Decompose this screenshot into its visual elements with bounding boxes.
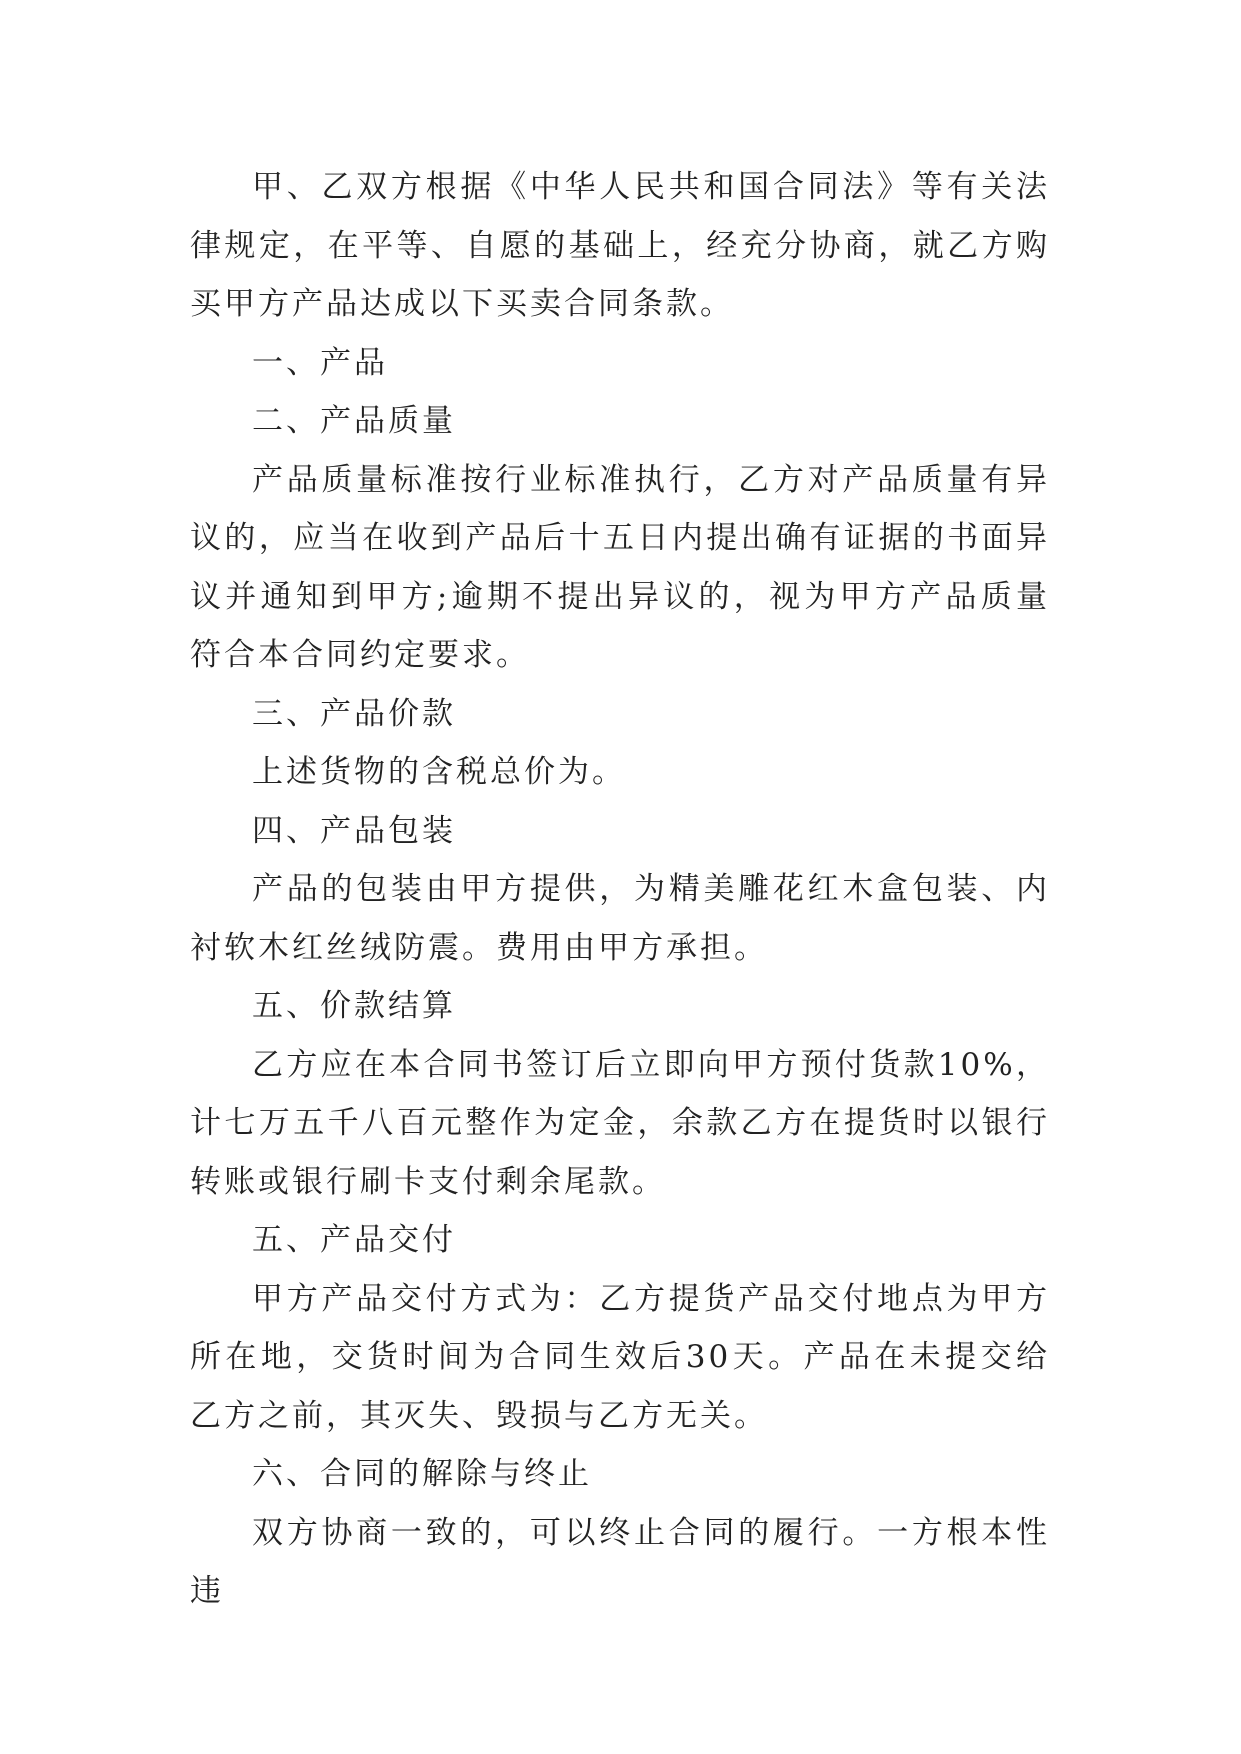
section-heading-delivery: 五、产品交付 (252, 1222, 456, 1258)
document-body (190, 158, 1050, 1621)
paragraph-quality: 产品质量标准按行业标准执行，乙方对产品质量有异议的，应当在收到产品后十五日内提出确有证据的书面异议并通知到甲方;逾期不提出异议的，视为甲方产品质量符合本合同约定要求。 (190, 461, 1050, 673)
paragraph-delivery: 甲方产品交付方式为：乙方提货产品交付地点为甲方所在地，交货时间为合同生效后30天。产品在未提交给乙方之前，其灭失、毁损与乙方无关。 (190, 1280, 1050, 1434)
paragraph-preamble: 甲、乙双方根据《中华人民共和国合同法》等有关法律规定，在平等、自愿的基础上，经充分协商，就乙方购买甲方产品达成以下买卖合同条款。 (190, 169, 1050, 322)
section-heading-packaging: 四、产品包装 (252, 812, 456, 849)
paragraph-termination: 双方协商一致的，可以终止合同的履行。一方根本性违 (190, 1514, 1050, 1609)
section-heading-termination: 六、合同的解除与终止 (252, 1456, 592, 1492)
section-heading-quality: 二、产品质量 (252, 403, 456, 439)
paragraph-settlement: 乙方应在本合同书签订后立即向甲方预付货款10%，计七万五千八百元整作为定金，余款乙方在提货时以银行转账或银行刷卡支付剩余尾款。 (190, 1046, 1050, 1200)
paragraph-packaging: 产品的包装由甲方提供，为精美雕花红木盒包装、内衬软木红丝绒防震。费用由甲方承担。 (190, 871, 1050, 966)
section-heading-settlement: 五、价款结算 (252, 988, 456, 1024)
section-heading-product: 一、产品 (252, 344, 388, 381)
section-heading-price: 三、产品价款 (252, 695, 456, 732)
paragraph-price: 上述货物的含税总价为。 (252, 754, 626, 790)
